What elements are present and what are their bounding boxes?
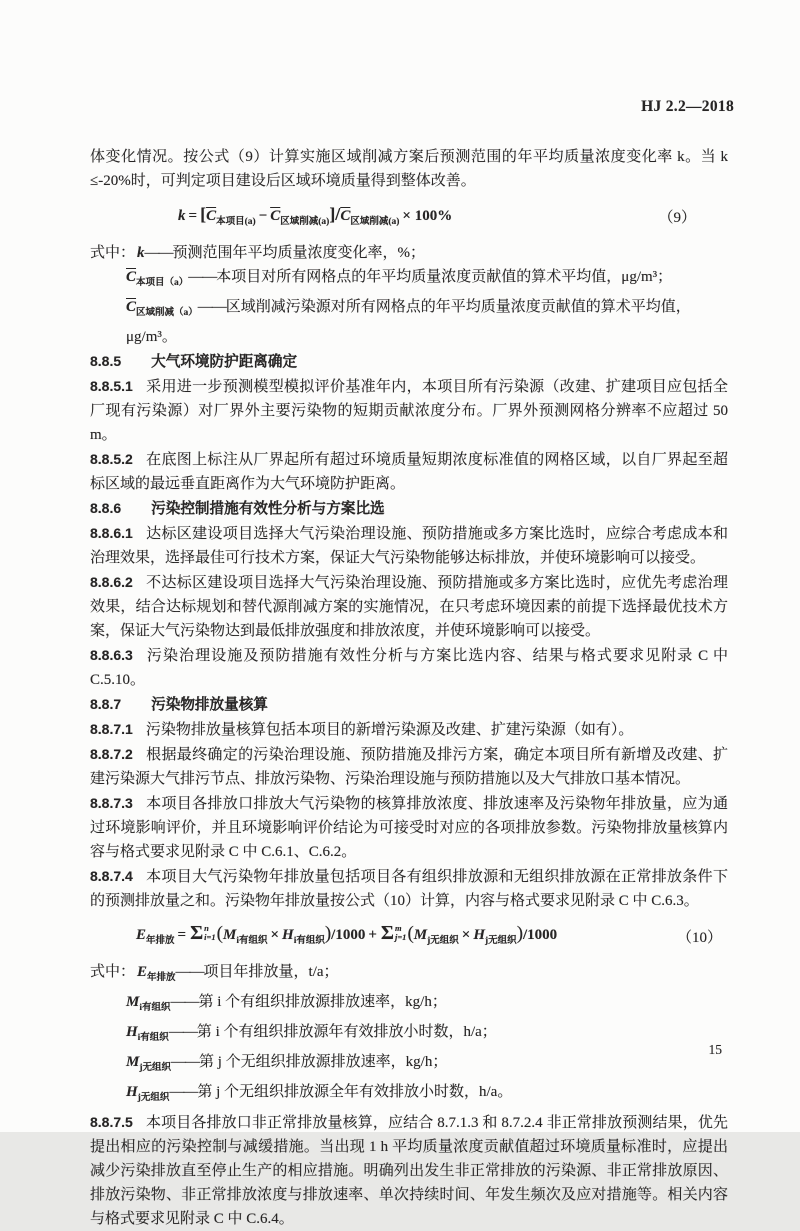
formula-10 — [90, 922, 728, 953]
times-sign: × — [270, 927, 280, 943]
clause-number: 8.8.7.3 — [90, 795, 133, 811]
clause-8.8.6.1 — [90, 521, 728, 570]
em-dash: —— — [144, 245, 173, 261]
times-100-percent: × 100% — [402, 208, 453, 224]
definition-line — [90, 1050, 728, 1080]
formula-10-body — [136, 922, 557, 953]
definition-line — [90, 241, 728, 265]
clause-8.8.6.3 — [90, 643, 728, 692]
clause-8.8.7.5 — [90, 1110, 728, 1231]
var-M: M — [126, 994, 140, 1010]
definition-text: 预测范围年平均质量浓度变化率，%； — [172, 245, 426, 261]
formula-9-body — [178, 202, 455, 234]
open-bracket: [ — [200, 204, 207, 224]
clause-number: 8.8.5 — [90, 353, 122, 369]
subscript: 区域削减(a) — [350, 217, 400, 227]
em-dash: —— — [170, 994, 199, 1010]
definition-line — [90, 1020, 728, 1050]
subscript: 本项目(a) — [216, 217, 256, 227]
clause-text: 本项目大气污染物年排放量包括项目各有组织排放源和无组织排放源在正常排放条件下的预测排放量之和。污染物年排放量按公式（10）计算，内容与格式要求见附录 C 中 C.6.3。 — [90, 869, 728, 909]
clause-title: 大气环境防护距离确定 — [151, 354, 298, 370]
clause-number: 8.8.6 — [90, 500, 122, 516]
var-M: M — [126, 1054, 140, 1070]
sigma-upper: n — [204, 923, 209, 933]
definition-line — [90, 960, 728, 990]
em-dash: —— — [175, 964, 204, 980]
sigma-upper: m — [394, 923, 402, 933]
close-paren: ) — [516, 923, 524, 944]
subscript: 区域削减(a) — [280, 217, 330, 227]
var-E: E — [136, 927, 147, 943]
formula-number: （9） — [658, 210, 696, 226]
clause-title: 污染物排放量核算 — [151, 697, 268, 713]
var-H: H — [126, 1084, 138, 1100]
definition-text: 第 i 个有组织排放源排放速率，kg/h； — [198, 994, 447, 1010]
subscript: j无组织 — [139, 1063, 172, 1073]
sigma-limits — [204, 924, 215, 942]
definition-text: 第 j 个无组织排放源排放速率，kg/h； — [199, 1054, 448, 1070]
summation-1 — [190, 923, 216, 943]
clause-number: 8.8.7.1 — [90, 721, 133, 737]
var-E: E — [137, 964, 148, 980]
definition-line — [90, 990, 728, 1020]
clause-number: 8.8.5.2 — [90, 451, 133, 467]
heading-8.8.6 — [90, 496, 728, 521]
equals-sign: = — [188, 208, 198, 224]
clause-text: 污染物排放量核算包括本项目的新增污染源及改建、扩建污染源（如有）。 — [145, 722, 634, 738]
page-number: 15 — [708, 1042, 722, 1057]
clause-text: 本项目各排放口排放大气污染物的核算排放浓度、排放速率及污染物年排放量，应为通过环境影响评价，并且环境影响评价结论为可接受时对应的各项排放参数。污染物排放量核算内容与格式要求见附录 C 中 C.6.1、C.6.2。 — [90, 796, 728, 860]
minus-sign: − — [258, 208, 268, 224]
divide-1000: /1000 — [523, 927, 558, 943]
var-H: H — [282, 927, 294, 943]
var-cbar: $\overline{C}$ — [270, 208, 281, 224]
subscript: 本项目（a） — [136, 278, 189, 288]
close-paren: ) — [324, 923, 332, 944]
sigma-limits — [395, 924, 406, 942]
clause-text: 达标区建设项目选择大气污染治理设施、预防措施或多方案比选时，应综合考虑成本和治理效果，选择最佳可行技术方案，保证大气污染物能够达标排放，并使环境影响可以接受。 — [90, 526, 728, 566]
var-cbar: $\overline{C}$ — [206, 208, 217, 224]
clause-8.8.7.3 — [90, 791, 728, 864]
clause-text: 根据最终确定的污染治理设施、预防措施及排污方案，确定本项目所有新增及改建、扩建污染源大气排污节点、排放污染物、污染治理设施与预防措施以及大气排放口基本情况。 — [90, 747, 728, 787]
clause-number: 8.8.6.3 — [90, 647, 133, 663]
em-dash: —— — [168, 1024, 197, 1040]
definition-line — [90, 295, 728, 349]
clause-8.8.7.1 — [90, 717, 728, 742]
heading-8.8.7 — [90, 692, 728, 717]
open-paren: ( — [216, 923, 223, 944]
definition-text: 项目年排放量，t/a； — [203, 964, 339, 980]
clause-number: 8.8.7.4 — [90, 868, 133, 884]
defs-intro: 式中： — [90, 245, 136, 261]
open-paren: ( — [407, 923, 414, 944]
clause-8.8.7.4 — [90, 864, 728, 913]
subscript: 年排放 — [146, 936, 175, 946]
equals-sign: = — [177, 927, 187, 943]
heading-8.8.5 — [90, 349, 728, 374]
subscript: 区域削减（a） — [136, 308, 198, 318]
clause-number: 8.8.7 — [90, 696, 122, 712]
definition-line — [90, 265, 728, 295]
clause-8.8.6.2 — [90, 570, 728, 643]
times-sign: × — [461, 927, 471, 943]
subscript: j无组织 — [137, 1093, 170, 1103]
subscript: i有组织 — [139, 1003, 171, 1013]
definition-text: 区域削减污染源对所有网格点的年平均质量浓度贡献值的算术平均值，μg/m³。 — [126, 299, 691, 345]
var-M: M — [222, 927, 237, 943]
clause-8.8.5.2 — [90, 447, 728, 496]
doc-code-header: HJ 2.2—2018 — [641, 98, 734, 115]
formula-9-definitions — [90, 241, 728, 349]
formula-9 — [90, 202, 728, 234]
clause-title: 污染控制措施有效性分析与方案比选 — [151, 501, 385, 517]
paragraph-text: 体变化情况。按公式（9）计算实施区域削减方案后预测范围的年平均质量浓度变化率 k。当 k ≤-20%时，可判定项目建设后区域环境质量得到整体改善。 — [90, 149, 728, 189]
clause-number: 8.8.7.2 — [90, 746, 133, 762]
definition-line — [90, 1080, 728, 1110]
em-dash: —— — [188, 269, 217, 285]
plus-sign: + — [368, 927, 377, 943]
clause-text: 在底图上标注从厂界起所有超过环境质量短期浓度标准值的网格区域，以自厂界起至超标区域的最远垂直距离作为大气环境防护距离。 — [90, 452, 728, 492]
clause-text: 不达标区建设项目选择大气污染治理设施、预防措施或多方案比选时，应优先考虑治理效果，结合达标规划和替代源削减方案的实施情况，在只考虑环境因素的前提下选择最优技术方案，保证大气污染物达到最低排放强度和排放浓度，并使环境影响可以接受。 — [90, 575, 728, 639]
clause-text: 本项目各排放口非正常排放量核算，应结合 8.7.1.3 和 8.7.2.4 非正常排放预测结果，优先提出相应的污染控制与减缓措施。当出现 1 h 平均质量浓度贡献值超过环境质量标准时，应提出减少污染排放直至停止生产的相应措施。明确列出发生非正常排放的污染源、非正常排放原因、排放污染物、非正常排放浓度与排放速率、单次持续时间、年发生频次及应对措施等。相关内容与格式要求见附录 C 中 C.6.4。 — [90, 1115, 728, 1227]
subscript: j无组织 — [427, 936, 459, 946]
var-k: k — [178, 208, 186, 224]
formula-10-definitions — [90, 960, 728, 1110]
sigma-symbol: Σ — [380, 922, 394, 944]
em-dash: —— — [197, 299, 226, 315]
var-cbar: $\overline{C}$ — [126, 269, 137, 285]
sigma-lower: i=1 — [204, 932, 216, 942]
summation-2 — [381, 923, 407, 943]
continuation-paragraph — [90, 145, 728, 193]
clause-number: 8.8.5.1 — [90, 378, 133, 394]
var-H: H — [126, 1024, 138, 1040]
subscript: 年排放 — [147, 973, 176, 983]
close-bracket-divide: ]/ — [329, 204, 341, 224]
var-k: k — [137, 245, 145, 261]
clause-8.8.5.1 — [90, 374, 728, 447]
formula-number: （10） — [676, 929, 722, 946]
clause-8.8.7.2 — [90, 742, 728, 791]
definition-text: 第 i 个有组织排放源年有效排放小时数，h/a； — [196, 1024, 497, 1040]
defs-intro: 式中： — [90, 964, 136, 980]
clause-number: 8.8.6.1 — [90, 525, 133, 541]
clause-text: 采用进一步预测模型模拟评价基准年内，本项目所有污染源（改建、扩建项目应包括全厂现有污染源）对厂界外主要污染物的短期贡献浓度分布。厂界外预测网格分辨率不应超过 50 m。 — [90, 379, 728, 443]
sigma-symbol: Σ — [190, 922, 204, 944]
var-H: H — [473, 927, 486, 943]
clause-text: 污染治理设施及预防措施有效性分析与方案比选内容、结果与格式要求见附录 C 中 C.5.10。 — [90, 648, 728, 688]
subscript: i有组织 — [236, 936, 268, 946]
subscript: j无组织 — [485, 936, 517, 946]
subscript: i有组织 — [137, 1033, 169, 1043]
em-dash: —— — [169, 1084, 198, 1100]
divide-1000: /1000 — [331, 927, 366, 943]
definition-text: 本项目对所有网格点的年平均质量浓度贡献值的算术平均值，μg/m³； — [216, 269, 673, 285]
subscript: i有组织 — [293, 936, 325, 946]
em-dash: —— — [171, 1054, 200, 1070]
var-M: M — [413, 927, 428, 943]
definition-text: 第 j 个无组织排放源全年有效排放小时数，h/a。 — [197, 1084, 513, 1100]
clause-number: 8.8.6.2 — [90, 574, 133, 590]
var-cbar: $\overline{C}$ — [126, 299, 137, 315]
var-cbar: $\overline{C}$ — [340, 208, 351, 224]
sigma-lower: j=1 — [394, 932, 407, 942]
clause-number: 8.8.7.5 — [90, 1114, 133, 1130]
